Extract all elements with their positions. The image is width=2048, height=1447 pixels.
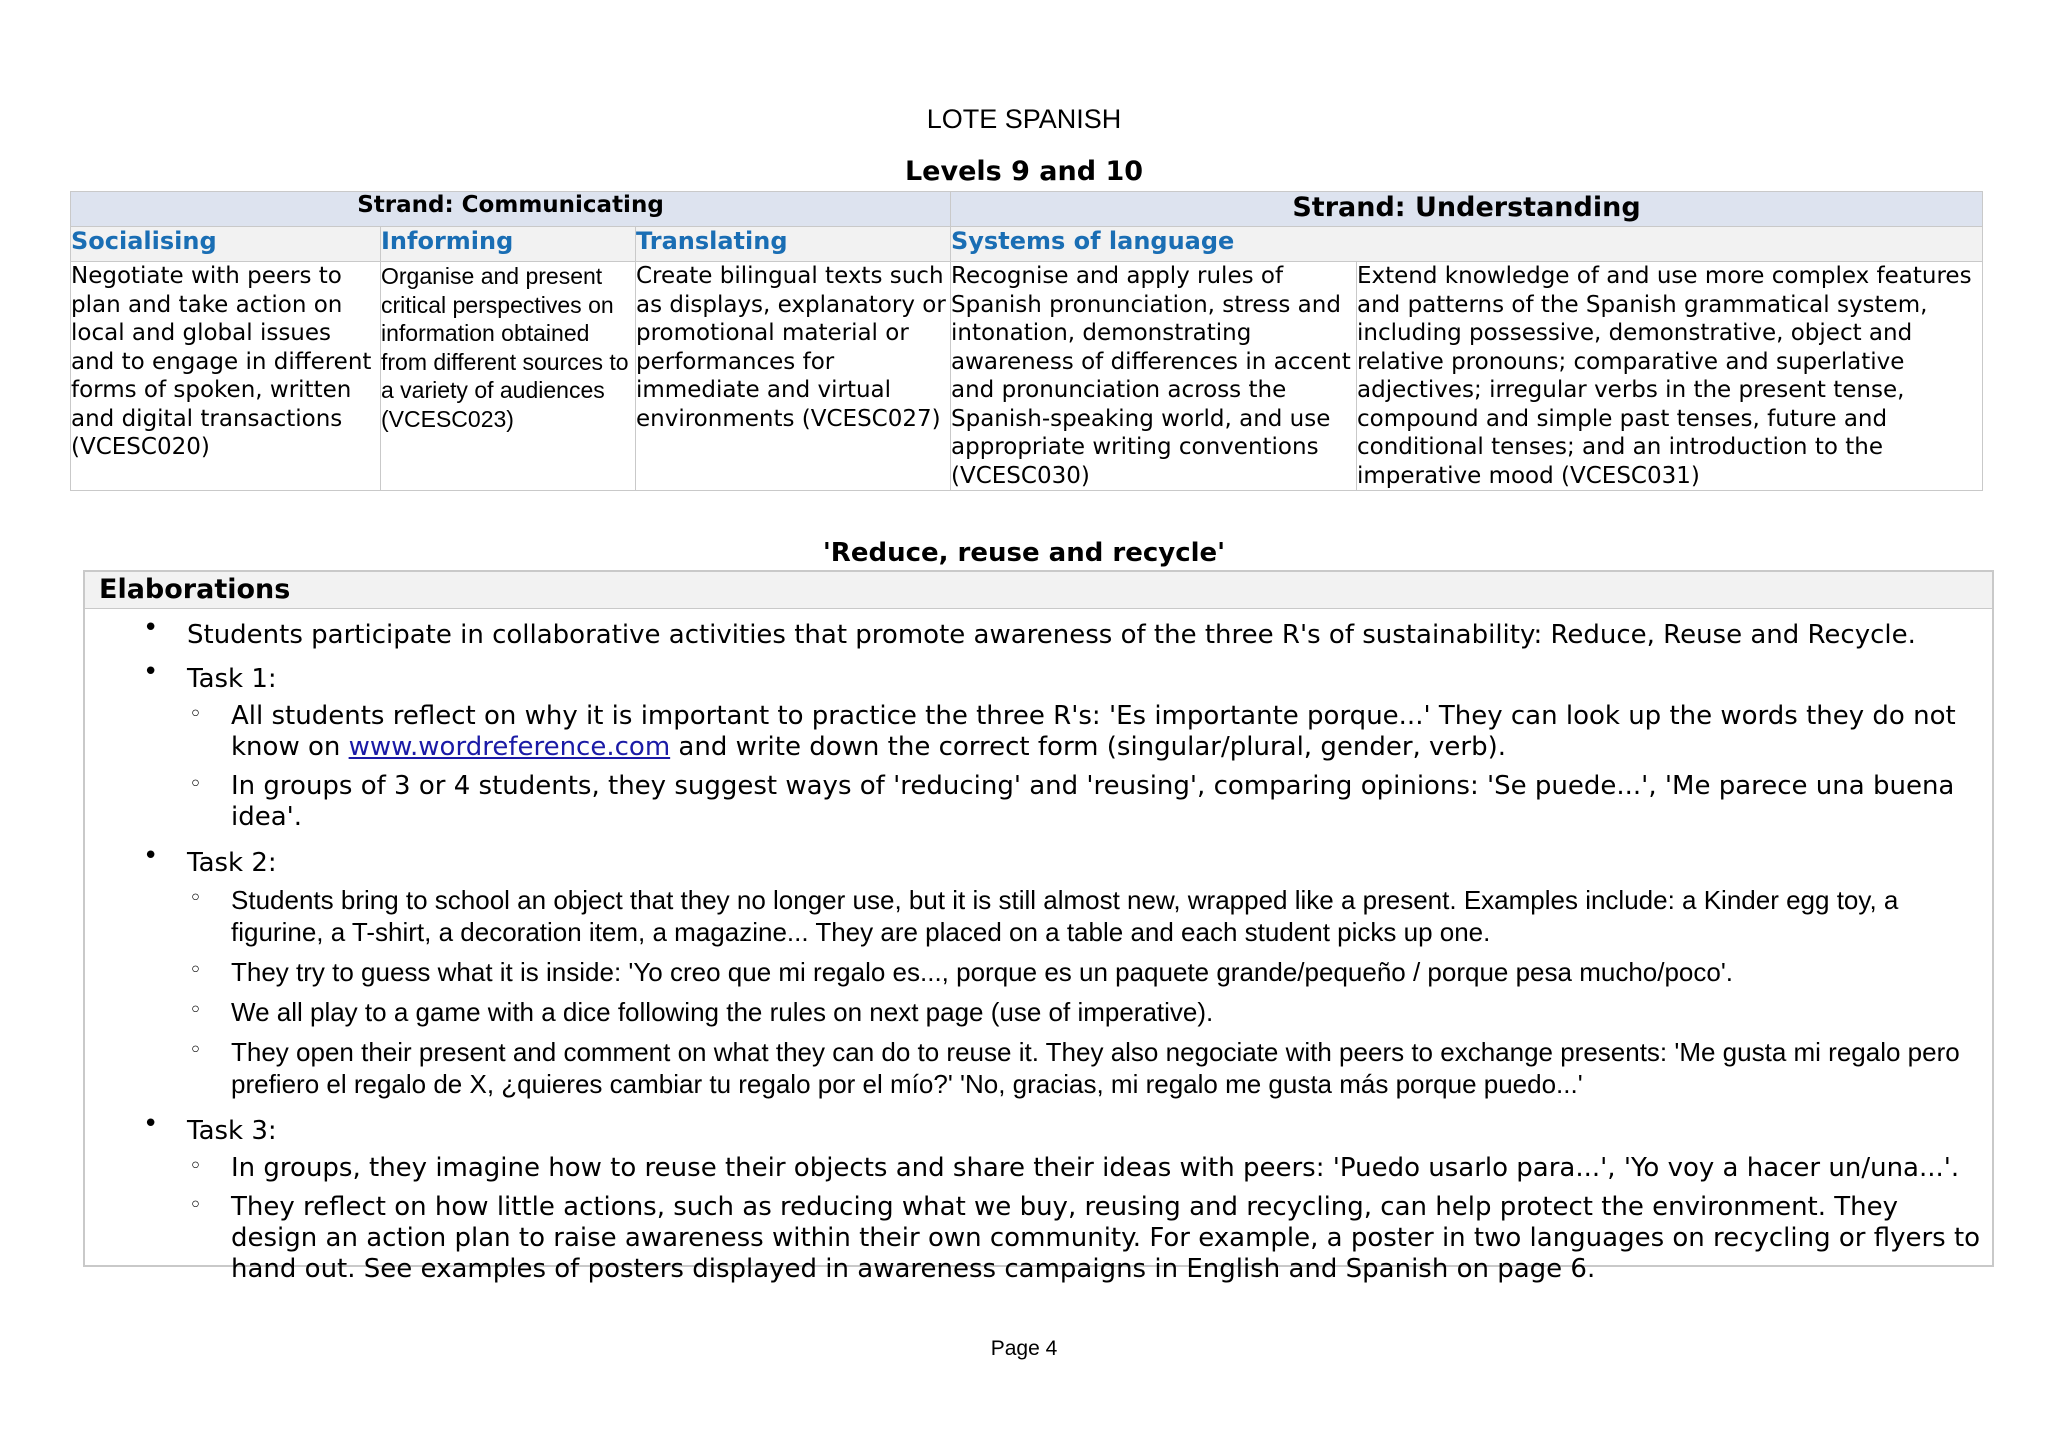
bullet-icon: • (143, 657, 159, 687)
desc-systems-pronunciation: Recognise and apply rules of Spanish pronunciation, stress and intonation, demonstrating awareness of differences in accent and pronunciation across the Spanish-speaking world, and use appropriate writing conventions (VCESC030) (951, 262, 1357, 491)
desc-socialising: Negotiate with peers to plan and take action on local and global issues and to engage in different forms of spoken, written and digital transactions (VCESC020) (71, 262, 381, 491)
task3-item1-text: In groups, they imagine how to reuse their objects and share their ideas with peers: 'Puedo usarlo para...', 'Yo voy a hacer un/una...'. (231, 1153, 1960, 1183)
list-item (187, 885, 1992, 957)
list-item (85, 841, 1992, 1109)
task2-item3-text: We all play to a game with a dice following the rules on next page (use of imperative). (231, 997, 1214, 1027)
circle-bullet-icon: ◦ (189, 1154, 202, 1179)
desc-systems-grammar: Extend knowledge of and use more complex features and patterns of the Spanish grammatical system, including possessive, demonstrative, object and relative pronouns; comparative and superlative adjectives; irregular verbs in the present tense, compound and simple past tenses, future and conditional tenses; and an introduction to the imperative mood (VCESC031) (1357, 262, 1983, 491)
list-item (187, 1192, 1992, 1293)
task1-item2-text: In groups of 3 or 4 students, they suggest ways of 'reducing' and 'reusing', comparing opinions: 'Se puede...', 'Me parece una buena idea'. (231, 771, 1955, 832)
section-title: 'Reduce, reuse and recycle' (822, 538, 1226, 568)
task2-item2-text: They try to guess what it is inside: 'Yo creo que mi regalo es..., porque es un paquete grande/pequeño / porque pesa mucho/poco'. (231, 957, 1734, 987)
list-item (187, 997, 1992, 1037)
list-item (187, 1153, 1992, 1192)
task3-item2-text: They reflect on how little actions, such as reducing what we buy, reusing and recycling, can help protect the environment. They design an action plan to raise awareness within their own community. For example, a poster in two languages on recycling or flyers to hand out. See examples of posters displayed in awareness campaigns in English and Spanish on page 6. (231, 1192, 1981, 1284)
task2-label: Task 2: (187, 848, 277, 878)
bullet-icon: • (143, 1109, 159, 1139)
circle-bullet-icon: ◦ (189, 958, 202, 983)
list-item (187, 701, 1992, 771)
task1-item1-text: All students reflect on why it is important to practice the three R's: 'Es importante porque...' They can look up the words they do not know on (231, 701, 1956, 762)
document-title: LOTE SPANISH (926, 104, 1122, 134)
strand-row (71, 192, 1983, 227)
substrand-informing: Informing (381, 227, 636, 262)
strand-communicating: Strand: Communicating (71, 192, 951, 227)
curriculum-table (70, 191, 1983, 491)
task1-sublist (187, 701, 1992, 841)
list-item (85, 613, 1992, 657)
description-row (71, 262, 1983, 491)
substrand-row (71, 227, 1983, 262)
list-item (187, 771, 1992, 841)
intro-text: Students participate in collaborative activities that promote awareness of the three R's of sustainability: Reduce, Reuse and Recycle. (187, 620, 1916, 650)
task1-label: Task 1: (187, 664, 277, 694)
strand-understanding: Strand: Understanding (951, 192, 1983, 227)
elaborations-box (83, 570, 1994, 1284)
bullet-icon: • (143, 613, 159, 643)
page-number: Page 4 (990, 1337, 1058, 1360)
circle-bullet-icon: ◦ (189, 886, 202, 911)
substrand-translating: Translating (636, 227, 951, 262)
elaborations-header: Elaborations (85, 572, 1992, 609)
elaborations-list (85, 609, 1992, 1293)
circle-bullet-icon: ◦ (189, 702, 202, 727)
circle-bullet-icon: ◦ (189, 1038, 202, 1063)
bullet-icon: • (143, 841, 159, 871)
level-title: Levels 9 and 10 (904, 156, 1144, 187)
wordreference-link[interactable]: www.wordreference.com (348, 732, 671, 762)
circle-bullet-icon: ◦ (189, 772, 202, 797)
circle-bullet-icon: ◦ (189, 1193, 202, 1218)
list-item (187, 1037, 1992, 1109)
circle-bullet-icon: ◦ (189, 998, 202, 1023)
task2-sublist (187, 885, 1992, 1109)
task1-item1-text-end: and write down the correct form (singular/plural, gender, verb). (670, 732, 1507, 762)
substrand-systems: Systems of language (951, 227, 1983, 262)
task3-label: Task 3: (187, 1116, 277, 1146)
task2-item4-text: They open their present and comment on what they can do to reuse it. They also negociate with peers to exchange presents: 'Me gusta mi regalo pero prefiero el regalo de X, ¿quieres cambiar tu regalo por el mío?' 'No, gracias, mi regalo me gusta más porque puedo...' (231, 1037, 1960, 1099)
list-item (187, 957, 1992, 997)
list-item (85, 657, 1992, 841)
desc-translating: Create bilingual texts such as displays, explanatory or promotional material or performances for immediate and virtual environments (VCESC027) (636, 262, 951, 491)
task2-item1-text: Students bring to school an object that they no longer use, but it is still almost new, wrapped like a present. Examples include: a Kinder egg toy, a figurine, a T-shirt, a decoration item, a magazine... They are placed on a table and each student picks up one. (231, 885, 1899, 947)
list-item (85, 1109, 1992, 1293)
desc-informing: Organise and present critical perspectives on information obtained from different sources to a variety of audiences (VCESC023) (381, 262, 636, 491)
task3-sublist (187, 1153, 1992, 1293)
substrand-socialising: Socialising (71, 227, 381, 262)
